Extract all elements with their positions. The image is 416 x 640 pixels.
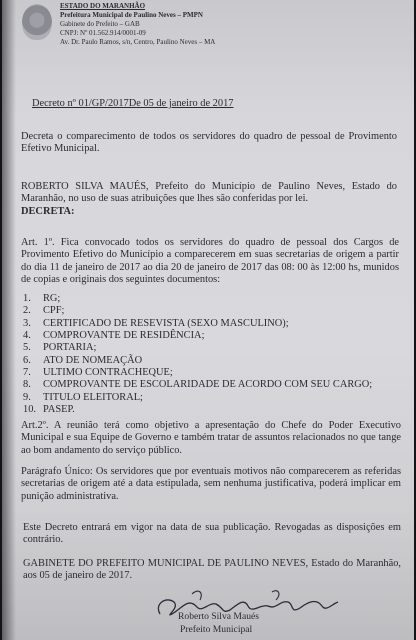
page-shadow: [2, 0, 16, 640]
document-page: [2, 0, 414, 640]
closing-statement: GABINETE DO PREFEITO MUNICIPAL DE PAULINO NEVES, Estado do Maranhão, aos 05 de janeiro de 2017.: [23, 558, 401, 582]
letterhead-state: ESTADO DO MARANHÃO: [60, 2, 146, 10]
list-item: 1. RG;: [23, 293, 61, 304]
list-item: 6. ATO DE NOMEAÇÃO: [23, 354, 143, 366]
article-1: Art. 1º. Fica convocado todos os servidores do quadro de pessoal dos Cargos de Provimento Efetivo do Município a comparecerem em suas secretarias de origem a partir do dia 11 de janeiro de 2017 ao dia 20 de janeiro de 2017 das 08: 00 às 12:00 hs, munidos de copias e originais dos seguintes documentos:: [21, 237, 399, 286]
preamble: ROBERTO SILVA MAUÉS, Prefeito do Município de Paulino Neves, Estado do Maranhão, no uso de suas atribuições que lhes são conferidas por lei.: [21, 181, 397, 205]
list-item: 4. COMPROVANTE DE RESIDÊNCIA;: [23, 330, 205, 342]
letterhead: [60, 2, 215, 47]
paragrafo-unico: Parágrafo Único: Os servidores que por eventuais motivos não comparecerem as referidas secretarias de origem até a data estipulada, sem nenhuma justificativa, poderá implicar em punição administrativa.: [21, 466, 401, 502]
article-2: Art.2º. A reunião terá como objetivo a apresentação do Chefe do Poder Executivo Municipal e sua Equipe de Governo e também tratar de assuntos relacionados no que tange ao bom andamento do serviço público.: [21, 420, 401, 456]
decree-summary: Decreta o comparecimento de todos os servidores do quadro de pessoal de Provimento Efetivo Municipal.: [21, 131, 397, 155]
list-item: 8. COMPROVANTE DE ESCOLARIDADE DE ACORDO COM SEU CARGO;: [23, 379, 373, 391]
signer-title: Prefeito Municipal: [180, 624, 253, 635]
list-item: 2. CPF;: [23, 305, 65, 317]
letterhead-address: Av. Dr. Paulo Ramos, s/n, Centro, Paulino Neves – MA: [60, 38, 216, 46]
letterhead-gabinete: Gabinete do Prefeito – GAB: [60, 20, 140, 28]
list-item: 3. CERTIFICADO DE RESEVISTA (SEXO MASCULINO);: [23, 317, 289, 329]
list-item: 10. PASEP.: [23, 404, 75, 416]
decree-title: Decreto nº 01/GP/2017De 05 de janeiro de 2017: [32, 98, 234, 109]
documents-list: [23, 293, 403, 416]
vigor-clause: Este Decreto entrará em vigor na data de sua publicação. Revogadas as disposições em contrário.: [23, 522, 401, 546]
letterhead-cnpj: CNPJ: Nº 01.562.914/0001-09: [60, 29, 146, 37]
coat-of-arms-icon: [22, 4, 52, 40]
letterhead-prefeitura: Prefeitura Municipal de Paulino Neves – PMPN: [60, 11, 203, 19]
list-item: 5. PORTARIA;: [23, 342, 97, 354]
list-item: 7. ULTIMO CONTRACHEQUE;: [23, 367, 173, 379]
list-item: 9. TITULO ELEITORAL;: [23, 391, 143, 403]
signer-name: Roberto Silva Maués: [178, 611, 260, 622]
decreta-label: DECRETA:: [21, 206, 75, 217]
